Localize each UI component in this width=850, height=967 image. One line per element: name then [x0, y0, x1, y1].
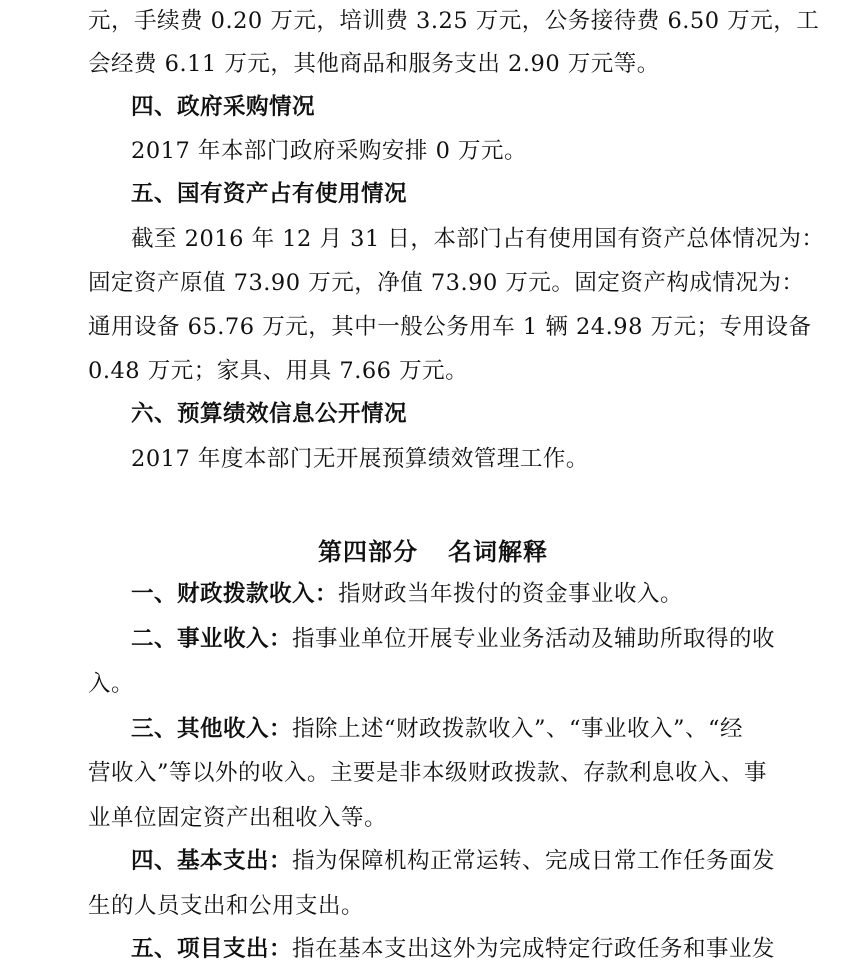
section-heading-procurement: 四、政府采购情况 [131, 94, 316, 120]
glossary-item [131, 714, 743, 744]
part-number: 第四部分 [318, 537, 418, 566]
glossary-item [131, 934, 775, 964]
paragraph-line: 通用设备 65.76 万元，其中一般公务用车 1 辆 24.98 万元；专用设备 [88, 314, 812, 340]
paragraph-line: 生的人员支出和公用支出。 [88, 893, 365, 919]
glossary-definition: 指为保障机构正常运转、完成日常工作任务面发 [292, 848, 776, 874]
section-heading-performance: 六、预算绩效信息公开情况 [131, 401, 408, 427]
glossary-definition: 指财政当年拨付的资金事业收入。 [338, 581, 684, 607]
glossary-term: 二、事业收入： [131, 626, 293, 652]
glossary-definition: 指除上述“财政拨款收入”、“事业收入”、“经 [292, 716, 744, 742]
paragraph-line: 入。 [88, 671, 135, 697]
paragraph-line: 会经费 6.11 万元，其他商品和服务支出 2.90 万元等。 [88, 51, 660, 77]
paragraph-line: 2017 年本部门政府采购安排 0 万元。 [131, 138, 528, 164]
part-title [318, 536, 548, 568]
glossary-item [131, 579, 683, 609]
paragraph-line: 0.48 万元；家具、用具 7.66 万元。 [88, 358, 469, 384]
paragraph-line: 固定资产原值 73.90 万元，净值 73.90 万元。固定资产构成情况为： [88, 270, 805, 296]
paragraph-line: 2017 年度本部门无开展预算绩效管理工作。 [131, 446, 589, 472]
glossary-item [131, 846, 775, 876]
section-heading-assets: 五、国有资产占有使用情况 [131, 181, 408, 207]
glossary-item [131, 624, 775, 654]
glossary-term: 一、财政拨款收入： [131, 581, 339, 607]
paragraph-line: 截至 2016 年 12 月 31 日，本部门占有使用国有资产总体情况为： [131, 226, 825, 252]
paragraph-line: 业单位固定资产出租收入等。 [88, 805, 388, 831]
paragraph-line: 营收入”等以外的收入。主要是非本级财政拨款、存款利息收入、事 [88, 760, 768, 786]
glossary-term: 五、项目支出： [131, 936, 293, 962]
glossary-term: 三、其他收入： [131, 716, 293, 742]
paragraph-line: 元，手续费 0.20 万元，培训费 3.25 万元，公务接待费 6.50 万元，工 [88, 8, 820, 34]
part-name: 名词解释 [448, 537, 548, 566]
glossary-definition: 指在基本支出这外为完成特定行政任务和事业发 [292, 936, 776, 962]
glossary-term: 四、基本支出： [131, 848, 293, 874]
glossary-definition: 指事业单位开展专业业务活动及辅助所取得的收 [292, 626, 776, 652]
